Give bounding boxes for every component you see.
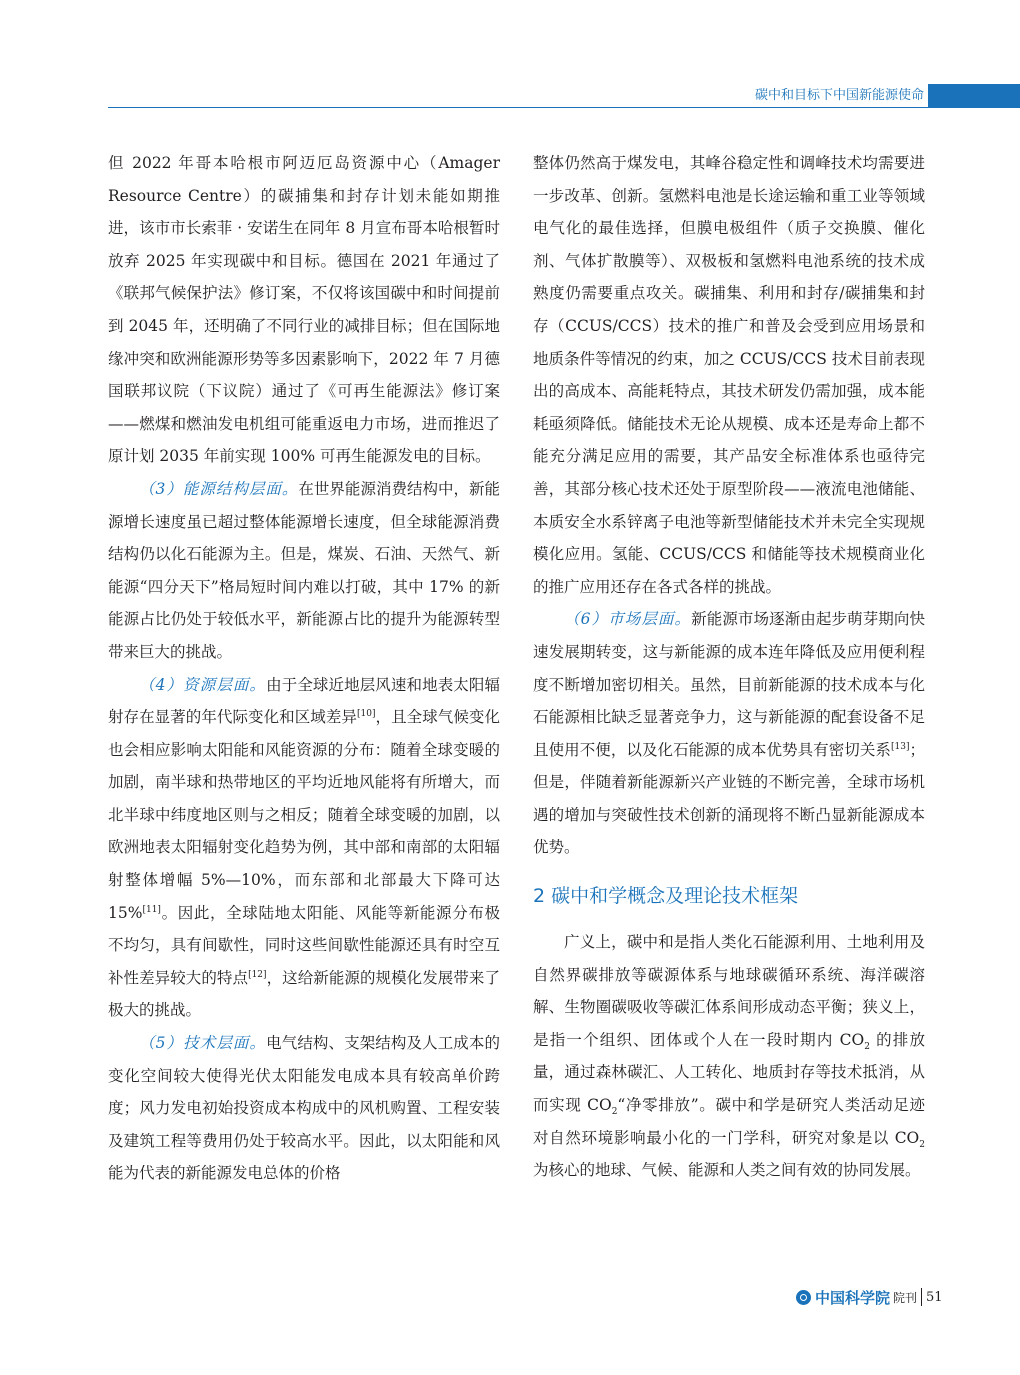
paragraph-lead: （5）技术层面。 bbox=[139, 1034, 267, 1053]
paragraph-body: “净零排放”。碳中和学是研究人类活动足迹对自然环境影响最小化的一门学科，研究对象是以 CO bbox=[533, 1096, 925, 1147]
paragraph-body: 在世界能源消费结构中，新能源增长速度虽已超过整体能源增长速度，但全球能源消费结构仍以化石能源为主。但是，煤炭、石油、天然气、新能源“四分天下”格局短时间内难以打破，其中 17% 的新能源占比仍处于较低水平，新能源占比的提升为能源转型带来巨大的挑战。 bbox=[108, 479, 500, 661]
paragraph-lead: （6）市场层面。 bbox=[564, 610, 692, 629]
header-color-block bbox=[928, 84, 1020, 108]
paragraph-technology bbox=[108, 1027, 500, 1190]
paragraph-body: ，这给新能源的规模化发展带来了极大的挑战。 bbox=[108, 968, 500, 1020]
paragraph-lead: （4）资源层面。 bbox=[139, 675, 267, 694]
paragraph-body: 电气结构、支架结构及人工成本的变化空间较大使得光伏太阳能发电成本具有较高单价跨度；风力发电初始投资成本构成中的风机购置、工程安装及建筑工程等费用仍处于较高水平。因此，以太阳能和风能为代表的新能源发电总体的价格 bbox=[108, 1034, 500, 1183]
citation-ref[interactable]: [11] bbox=[142, 904, 161, 915]
page-footer bbox=[796, 1284, 943, 1310]
paragraph-body: 。因此，全球陆地太阳能、风能等新能源分布极不均匀，具有间歇性，同时这些间歇性能源还具有时空互补性差异较大的特点 bbox=[108, 903, 500, 987]
paragraph-definition bbox=[533, 926, 925, 1187]
footer-divider bbox=[921, 1288, 922, 1306]
section-heading: 2 碳中和学概念及理论技术框架 bbox=[533, 885, 799, 908]
paragraph-body: ，且全球气候变化也会相应影响太阳能和风能资源的分布：随着全球变暖的加剧，南半球和热带地区的平均近地风能将有所增大，而北半球中纬度地区则与之相反；随着全球变暖的加剧，以欧洲地表太阳辐射变化趋势为例，其中部和南部的太阳辐射整体增幅 5%—10%，而东部和北部最大下降可达 15% bbox=[108, 708, 500, 922]
subscript: 2 bbox=[611, 1107, 618, 1118]
paragraph-body: 由于全球近地层风速和地表太阳辐射存在显著的年代际变化和区域差异 bbox=[108, 675, 500, 727]
citation-ref[interactable]: [12] bbox=[248, 969, 267, 980]
paragraph-energy-structure bbox=[108, 473, 500, 669]
paragraph-lead: （3）能源结构层面。 bbox=[139, 479, 299, 498]
subscript: 2 bbox=[919, 1139, 925, 1150]
running-title: 碳中和目标下中国新能源使命 bbox=[754, 88, 924, 103]
paragraph-body: 新能源市场逐渐由起步萌芽期向快速发展期转变，这与新能源的成本连年降低及应用便利程度不断增加密切相关。虽然，目前新能源的技术成本与化石能源相比缺乏显著竞争力，这与新能源的配套设备不足且使用不便，以及化石能源的成本优势具有密切关系 bbox=[533, 610, 925, 759]
left-column bbox=[108, 147, 500, 1190]
paragraph-body: 广义上，碳中和是指人类化石能源利用、土地利用及自然界碳排放等碳源体系与地球碳循环系统、海洋碳溶解、生物圈碳吸收等碳汇体系间形成动态平衡；狭义上，是指一个组织、团体或个人在一段时期内 CO bbox=[533, 933, 925, 1049]
cas-seal-icon bbox=[796, 1290, 811, 1305]
journal-label: 院刊 bbox=[893, 1290, 918, 1305]
paragraph-body: ；但是，伴随着新能源新兴产业链的不断完善，全球市场机遇的增加与突破性技术创新的涌现将不断凸显新能源成本优势。 bbox=[533, 740, 925, 857]
paragraph-body: 为核心的地球、气候、能源和人类之间有效的协同发展。 bbox=[533, 1161, 921, 1180]
paragraph-market bbox=[533, 603, 925, 864]
paragraph: 整体仍然高于煤发电，其峰谷稳定性和调峰技术均需要进一步改革、创新。氢燃料电池是长途运输和重工业等领域电气化的最佳选择，但膜电极组件（质子交换膜、催化剂、气体扩散膜等）、双极板和氢燃料电池系统的技术成熟度仍需要重点攻关。碳捕集、利用和封存/碳捕集和封存（CCUS/CCS）技术的推广和普及会受到应用场景和地质条件等情况的约束，加之 CCUS/CCS 技术目前表现出的高成本、高能耗特点，其技术研发仍需加强，成本能耗亟须降低。储能技术无论从规模、成本还是寿命上都不能充分满足应用的需要，其产品安全标准体系也亟待完善，其部分核心技术还处于原型阶段——液流电池储能、本质安全水系锌离子电池等新型储能技术并未完全实现规模化应用。氢能、CCUS/CCS 和储能等技术规模商业化的推广应用还存在各式各样的挑战。 bbox=[533, 154, 925, 596]
paragraph: 但 2022 年哥本哈根市阿迈厄岛资源中心（Amager Resource Centre）的碳捕集和封存计划未能如期推进，该市市长索菲 · 安诺生在同年 8 月宣布哥本哈根暂时放弃 2025 年实现碳中和目标。德国在 2021 年通过了《联邦气候保护法》修订案，不仅将该国碳中和时间提前到 2045 年，还明确了不同行业的减排目标；但在国际地缘冲突和欧洲能源形势等多因素影响下，2022 年 7 月德国联邦议院（下议院）通过了《可再生能源法》修订案——燃煤和燃油发电机组可能重返电力市场，进而推迟了原计划 2035 年前实现 100% 可再生能源发电的目标。 bbox=[108, 154, 500, 466]
publisher-logo: 中国科学院 bbox=[815, 1288, 891, 1307]
page-number: 51 bbox=[926, 1289, 943, 1305]
citation-ref[interactable]: [13] bbox=[891, 741, 910, 752]
paragraph-resources bbox=[108, 669, 500, 1028]
right-column bbox=[533, 147, 925, 1187]
paragraph-body: 的排放量，通过森林碳汇、人工转化、地质封存等技术抵消，从而实现 CO bbox=[533, 1030, 925, 1115]
subscript: 2 bbox=[864, 1041, 870, 1052]
citation-ref[interactable]: [10] bbox=[357, 708, 376, 719]
